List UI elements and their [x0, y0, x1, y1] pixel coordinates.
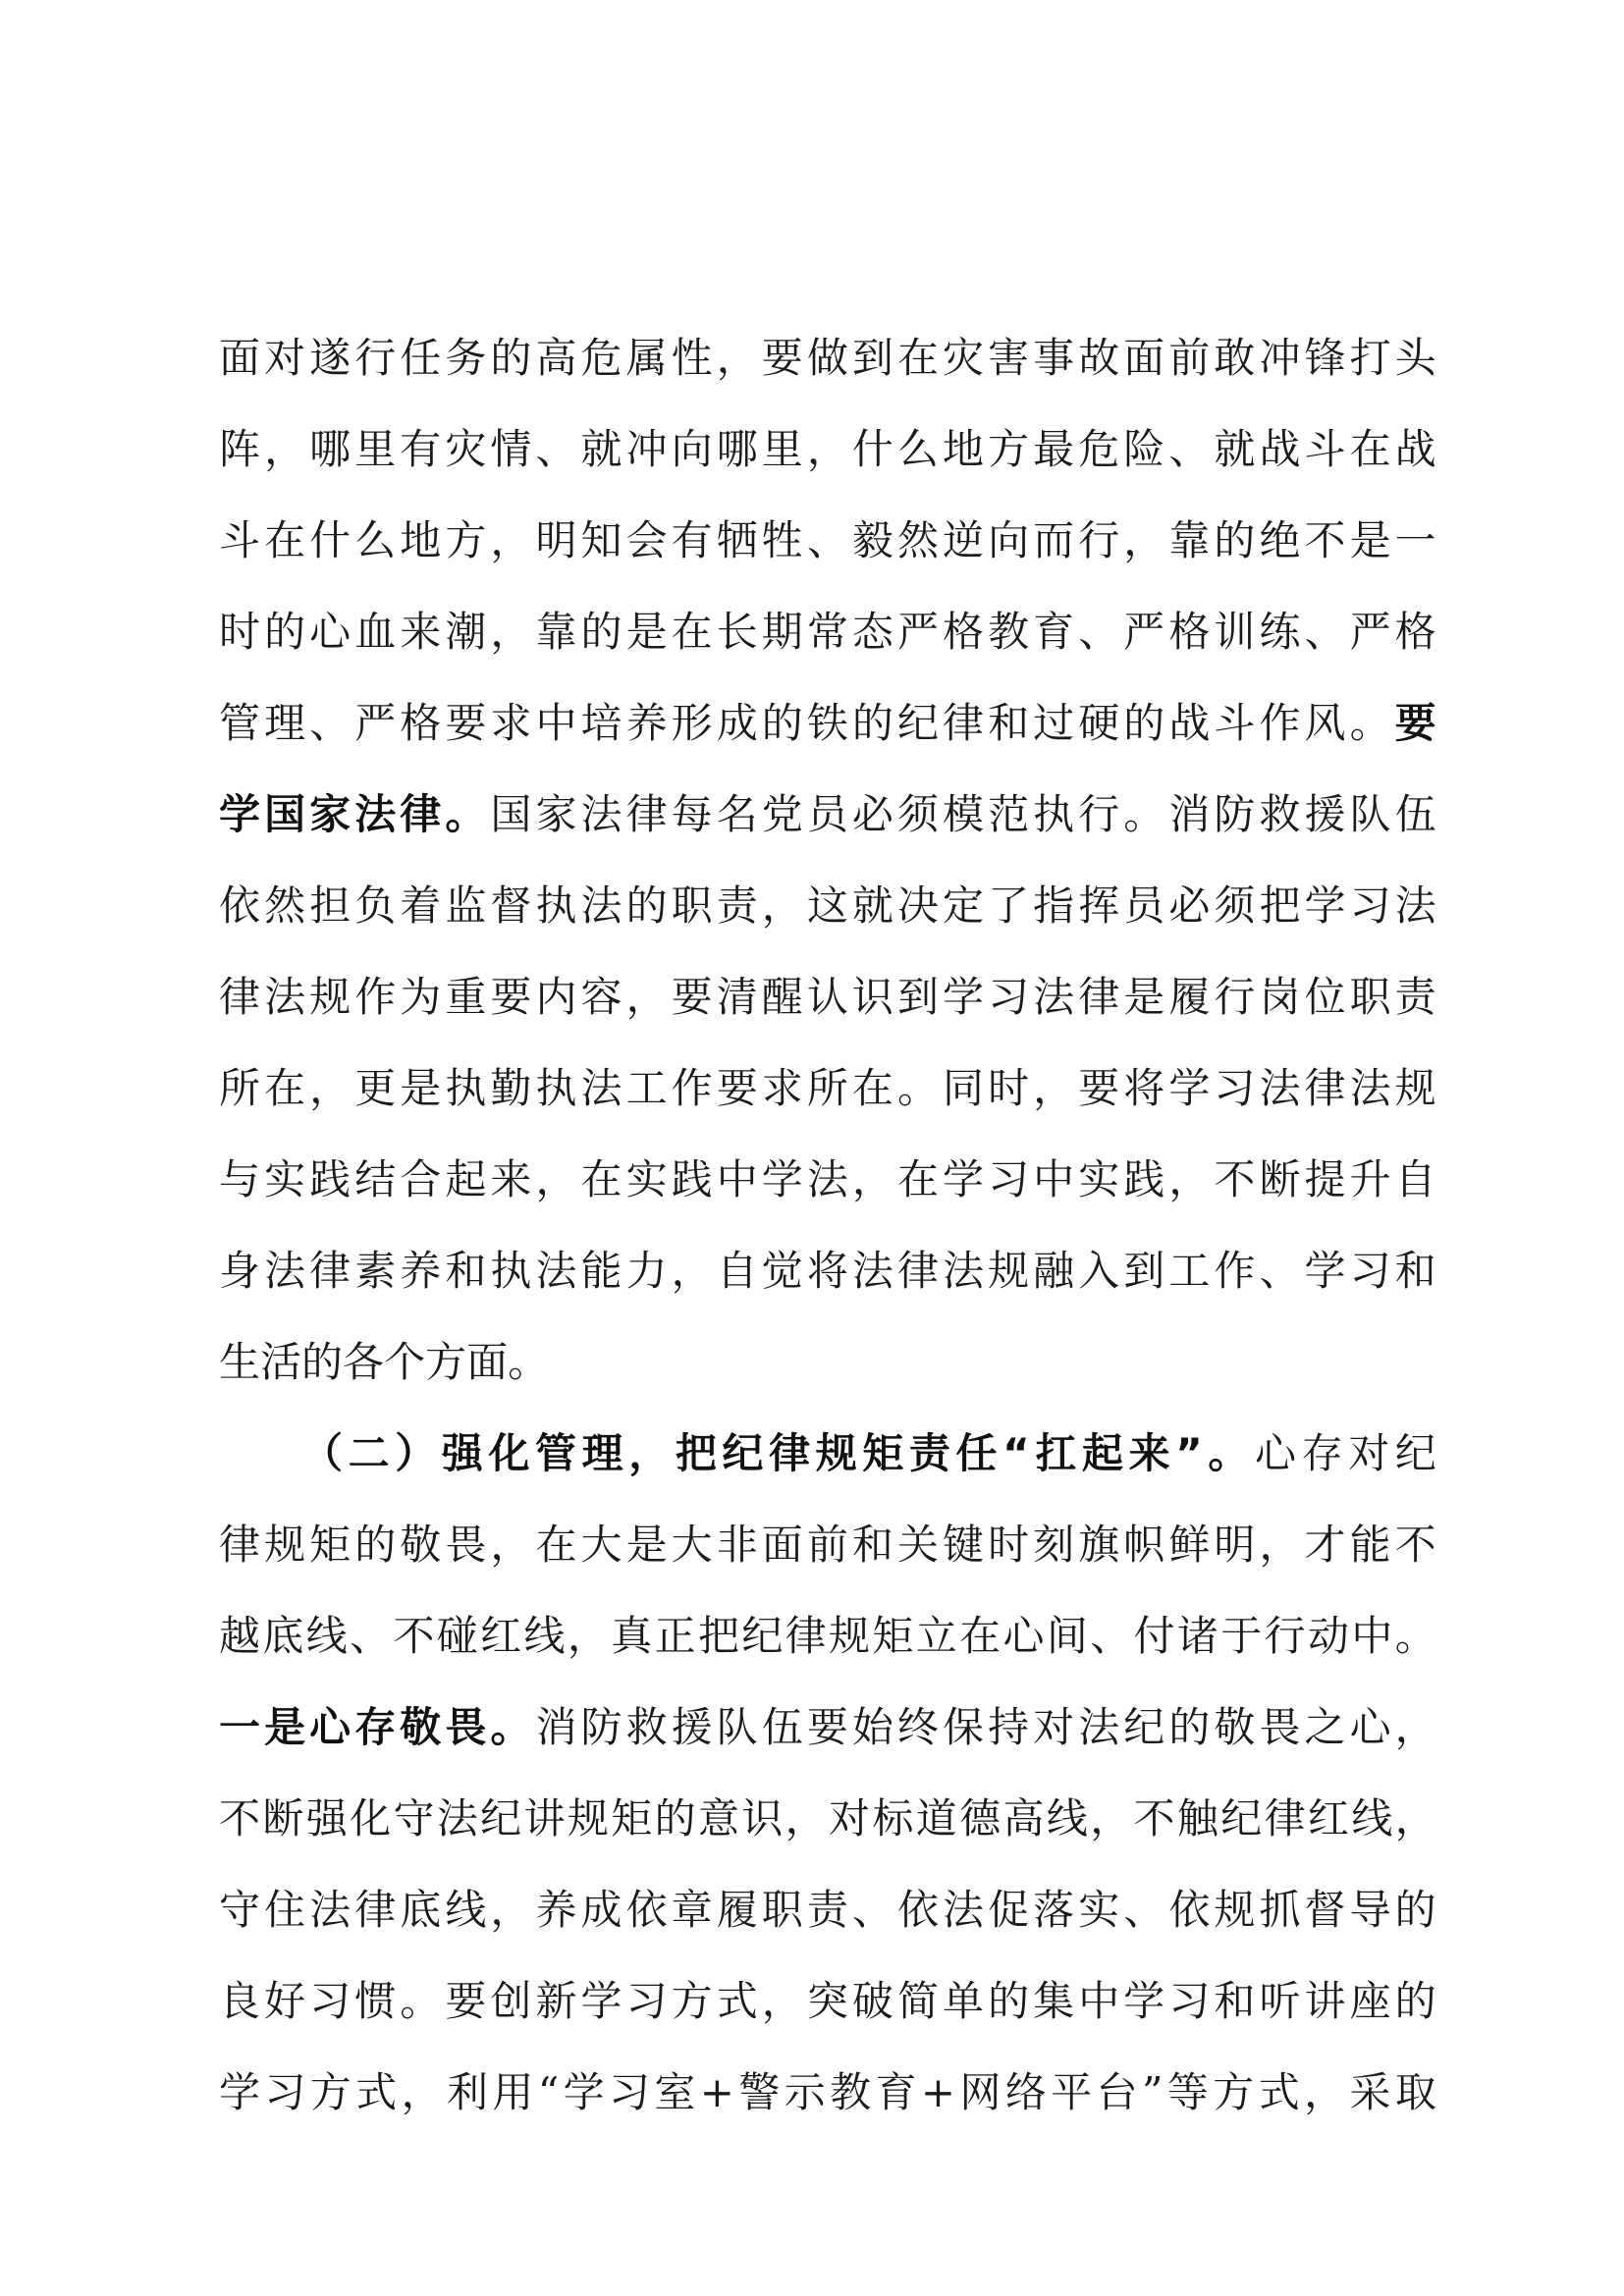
- text-line: 生 活 的 各 个 方 面 。: [219, 1338, 550, 1386]
- text-line: 一 是 心 存 敬 畏 。 消 防 救 援 队 伍 要 始 终 保 持 对 法 纪 的 敬 畏 之 心 ，: [219, 1703, 1436, 1751]
- text-line: 守 住 法 律 底 线 ， 养 成 依 章 履 职 责 、 依 法 促 落 实 、 依 规 抓 督 导 的: [219, 1886, 1436, 1934]
- text-line: 时 的 心 血 来 潮 ， 靠 的 是 在 长 期 常 态 严 格 教 育 、 严 格 训 练 、 严 格: [219, 608, 1436, 656]
- text-line: 斗 在 什 么 地 方 ， 明 知 会 有 牺 牲 、 毅 然 逆 向 而 行 ， 靠 的 绝 不 是 一: [219, 516, 1436, 564]
- text-line: 律 规 矩 的 敬 畏 ， 在 大 是 大 非 面 前 和 关 键 时 刻 旗 帜 鲜 明 ， 才 能 不: [219, 1521, 1436, 1569]
- text-line: （ 二 ） 强 化 管 理 ， 把 纪 律 规 矩 责 任 “ 扛 起 来 ” 。 心 存 对 纪: [301, 1429, 1436, 1477]
- text-line: 学 国 家 法 律 。 国 家 法 律 每 名 党 员 必 须 模 范 执 行 。 消 防 救 援 队 伍: [219, 790, 1436, 838]
- text-line: 所 在 ， 更 是 执 勤 执 法 工 作 要 求 所 在 。 同 时 ， 要 将 学 习 法 律 法 规: [219, 1064, 1436, 1112]
- text-line: 面 对 遂 行 任 务 的 高 危 属 性 ， 要 做 到 在 灾 害 事 故 面 前 敢 冲 锋 打 头: [219, 334, 1436, 382]
- text-line: 与 实 践 结 合 起 来 ， 在 实 践 中 学 法 ， 在 学 习 中 实 践 ， 不 断 提 升 自: [219, 1155, 1436, 1203]
- text-line: 良 好 习 惯 。 要 创 新 学 习 方 式 ， 突 破 简 单 的 集 中 学 习 和 听 讲 座 的: [219, 1977, 1436, 2025]
- text-line: 管 理 、 严 格 要 求 中 培 养 形 成 的 铁 的 纪 律 和 过 硬 的 战 斗 作 风 。 要: [219, 699, 1436, 747]
- body-text: [219, 312, 1436, 2138]
- text-line: 越 底 线 、 不 碰 红 线 ， 真 正 把 纪 律 规 矩 立 在 心 间 、 付 诸 于 行 动 中 。: [219, 1612, 1436, 1660]
- text-line: 阵 ， 哪 里 有 灾 情 、 就 冲 向 哪 里 ， 什 么 地 方 最 危 险 、 就 战 斗 在 战: [219, 425, 1436, 473]
- text-line: 学 习 方 式 ， 利 用 “ 学 习 室 + 警 示 教 育 + 网 络 平 台 ” 等 方 式 ， 采 取: [219, 2068, 1436, 2116]
- text-line: 身 法 律 素 养 和 执 法 能 力 ， 自 觉 将 法 律 法 规 融 入 到 工 作 、 学 习 和: [219, 1247, 1436, 1295]
- text-line: 依 然 担 负 着 监 督 执 法 的 职 责 ， 这 就 决 定 了 指 挥 员 必 须 把 学 习 法: [219, 881, 1436, 930]
- text-line: 不 断 强 化 守 法 纪 讲 规 矩 的 意 识 ， 对 标 道 德 高 线 ， 不 触 纪 律 红 线 ，: [219, 1794, 1436, 1842]
- text-line: 律 法 规 作 为 重 要 内 容 ， 要 清 醒 认 识 到 学 习 法 律 是 履 行 岗 位 职 责: [219, 973, 1436, 1021]
